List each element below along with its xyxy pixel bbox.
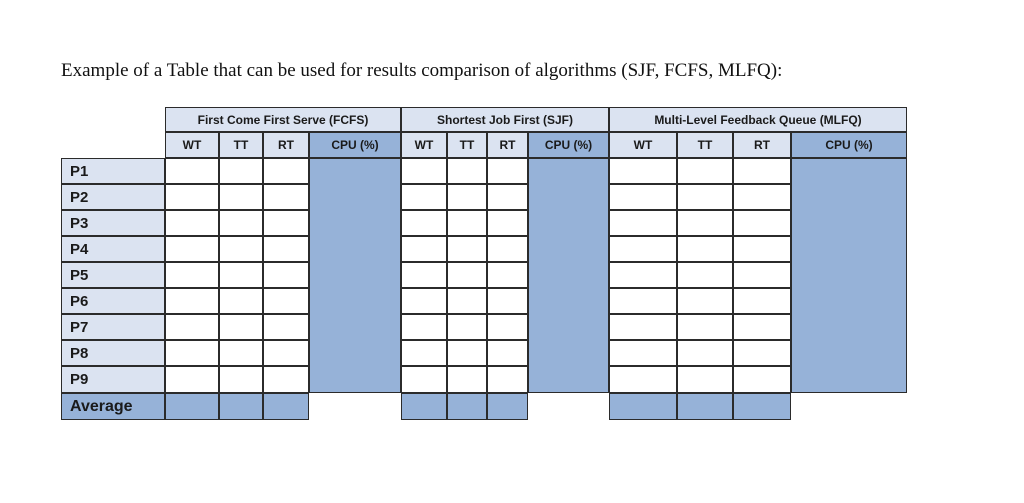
table-cell[interactable] [447, 366, 487, 393]
table-cell[interactable] [219, 288, 263, 314]
average-cell[interactable] [447, 393, 487, 420]
table-cell[interactable] [219, 262, 263, 288]
table-cell[interactable] [487, 210, 528, 236]
average-cell[interactable] [165, 393, 219, 420]
table-cell[interactable] [165, 236, 219, 262]
row-label: P8 [61, 340, 165, 366]
col-header-fcfs-wt: WT [165, 132, 219, 158]
row-label: P6 [61, 288, 165, 314]
table-cell[interactable] [677, 314, 733, 340]
average-cell[interactable] [733, 393, 791, 420]
table-cell[interactable] [733, 210, 791, 236]
table-cell[interactable] [401, 262, 447, 288]
table-cell[interactable] [219, 340, 263, 366]
row-label: P4 [61, 236, 165, 262]
table-cell[interactable] [263, 314, 309, 340]
cpu-column-mlfq[interactable] [791, 158, 907, 393]
table-cell[interactable] [263, 340, 309, 366]
table-cell[interactable] [165, 158, 219, 184]
group-header-mlfq: Multi-Level Feedback Queue (MLFQ) [609, 107, 907, 132]
table-cell[interactable] [219, 366, 263, 393]
col-header-sjf-rt: RT [487, 132, 528, 158]
table-cell[interactable] [165, 184, 219, 210]
table-cell[interactable] [609, 340, 677, 366]
table-cell[interactable] [733, 366, 791, 393]
col-header-sjf-wt: WT [401, 132, 447, 158]
row-label: P9 [61, 366, 165, 393]
table-cell[interactable] [263, 366, 309, 393]
table-cell[interactable] [447, 236, 487, 262]
table-cell[interactable] [677, 210, 733, 236]
average-cell[interactable] [219, 393, 263, 420]
table-cell[interactable] [609, 288, 677, 314]
table-cell[interactable] [447, 262, 487, 288]
table-cell[interactable] [165, 210, 219, 236]
average-cell[interactable] [677, 393, 733, 420]
table-cell[interactable] [401, 236, 447, 262]
table-cell[interactable] [401, 366, 447, 393]
table-cell[interactable] [165, 314, 219, 340]
table-cell[interactable] [263, 184, 309, 210]
table-cell[interactable] [165, 366, 219, 393]
table-cell[interactable] [487, 340, 528, 366]
table-cell[interactable] [447, 314, 487, 340]
table-cell[interactable] [447, 158, 487, 184]
table-cell[interactable] [609, 236, 677, 262]
table-cell[interactable] [733, 340, 791, 366]
col-header-mlfq-tt: TT [677, 132, 733, 158]
row-label: P3 [61, 210, 165, 236]
col-header-sjf-tt: TT [447, 132, 487, 158]
table-cell[interactable] [263, 262, 309, 288]
table-cell[interactable] [609, 210, 677, 236]
average-cell[interactable] [401, 393, 447, 420]
table-cell[interactable] [677, 262, 733, 288]
col-header-mlfq-wt: WT [609, 132, 677, 158]
group-header-fcfs: First Come First Serve (FCFS) [165, 107, 401, 132]
table-cell[interactable] [219, 158, 263, 184]
table-cell[interactable] [487, 158, 528, 184]
table-cell[interactable] [263, 236, 309, 262]
row-label: P7 [61, 314, 165, 340]
table-cell[interactable] [219, 210, 263, 236]
col-header-fcfs-rt: RT [263, 132, 309, 158]
group-header-sjf: Shortest Job First (SJF) [401, 107, 609, 132]
row-label: P5 [61, 262, 165, 288]
table-cell[interactable] [609, 184, 677, 210]
table-cell[interactable] [609, 366, 677, 393]
table-cell[interactable] [401, 210, 447, 236]
table-cell[interactable] [677, 158, 733, 184]
table-cell[interactable] [401, 158, 447, 184]
col-header-mlfq-rt: RT [733, 132, 791, 158]
average-cell[interactable] [487, 393, 528, 420]
table-cell[interactable] [609, 314, 677, 340]
table-cell[interactable] [165, 340, 219, 366]
col-header-sjf-cpu: CPU (%) [528, 132, 609, 158]
table-cell[interactable] [401, 288, 447, 314]
table-cell[interactable] [219, 236, 263, 262]
table-cell[interactable] [487, 262, 528, 288]
table-cell[interactable] [609, 262, 677, 288]
table-cell[interactable] [447, 210, 487, 236]
table-cell[interactable] [487, 236, 528, 262]
table-cell[interactable] [487, 288, 528, 314]
cpu-column-fcfs[interactable] [309, 158, 401, 393]
table-cell[interactable] [219, 314, 263, 340]
average-cell[interactable] [609, 393, 677, 420]
table-cell[interactable] [263, 158, 309, 184]
table-cell[interactable] [609, 158, 677, 184]
table-cell[interactable] [733, 314, 791, 340]
table-cell[interactable] [733, 184, 791, 210]
row-label-average: Average [61, 393, 165, 420]
table-cell[interactable] [219, 184, 263, 210]
col-header-mlfq-cpu: CPU (%) [791, 132, 907, 158]
table-cell[interactable] [263, 210, 309, 236]
table-cell[interactable] [677, 288, 733, 314]
table-cell[interactable] [447, 340, 487, 366]
table-cell[interactable] [677, 340, 733, 366]
table-cell[interactable] [487, 184, 528, 210]
table-cell[interactable] [733, 288, 791, 314]
col-header-fcfs-cpu: CPU (%) [309, 132, 401, 158]
row-label: P2 [61, 184, 165, 210]
table-cell[interactable] [677, 236, 733, 262]
col-header-fcfs-tt: TT [219, 132, 263, 158]
average-cell[interactable] [263, 393, 309, 420]
table-cell[interactable] [401, 314, 447, 340]
table-cell[interactable] [733, 262, 791, 288]
table-cell[interactable] [401, 340, 447, 366]
row-label: P1 [61, 158, 165, 184]
table-cell[interactable] [487, 314, 528, 340]
table-cell[interactable] [733, 158, 791, 184]
table-cell[interactable] [447, 288, 487, 314]
table-caption: Example of a Table that can be used for results comparison of algorithms (SJF, FCFS, MLFQ): [61, 60, 783, 81]
table-cell[interactable] [165, 262, 219, 288]
cpu-column-sjf[interactable] [528, 158, 609, 393]
table-cell[interactable] [487, 366, 528, 393]
table-cell[interactable] [733, 236, 791, 262]
table-cell[interactable] [263, 288, 309, 314]
table-cell[interactable] [677, 184, 733, 210]
table-cell[interactable] [447, 184, 487, 210]
table-cell[interactable] [401, 184, 447, 210]
table-cell[interactable] [165, 288, 219, 314]
table-cell[interactable] [677, 366, 733, 393]
